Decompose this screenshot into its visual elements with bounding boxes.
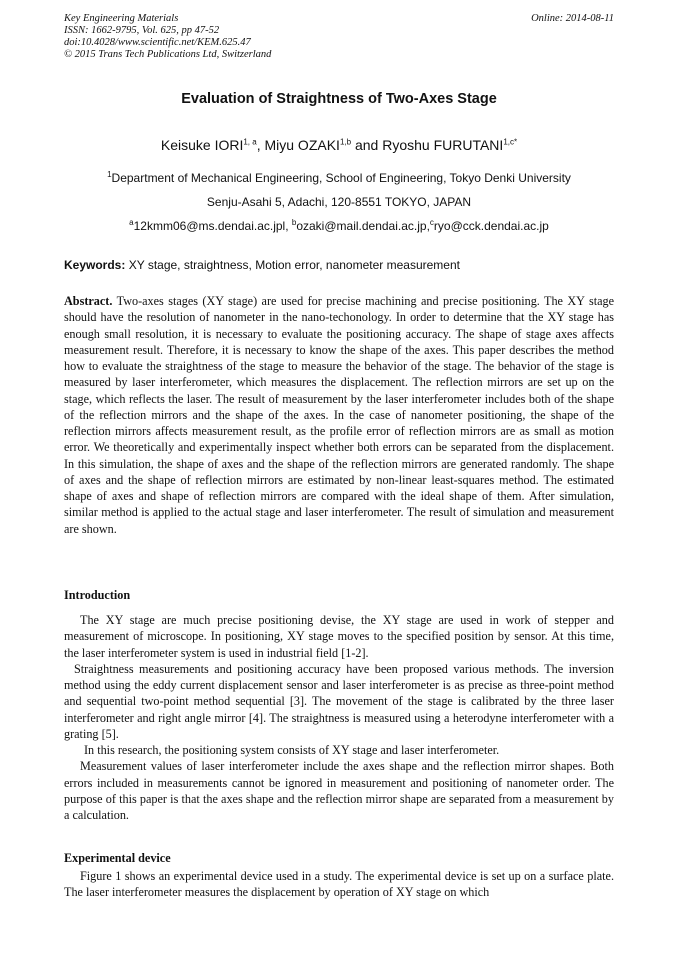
author-name: Keisuke IORI <box>160 137 244 153</box>
email-mark: c <box>429 218 434 227</box>
author-emails <box>64 219 614 233</box>
experimental-heading: Experimental device <box>64 851 171 865</box>
author-separator: and <box>351 137 383 153</box>
author-separator: , <box>256 137 265 153</box>
intro-paragraph: The XY stage are much precise positioning devise, the XY stage are used in work of stepper and measurement of microscope. In positioning, XY stage moves to the specified position by sensor. At this time, the laser interferometer system is used in industrial field [1-2]. <box>64 613 614 660</box>
author-affiliation-mark: 1, a <box>243 137 257 147</box>
department-text: Department of Mechanical Engineering, School of Engineering, Tokyo Denki University <box>111 171 571 185</box>
keywords-line <box>64 258 624 272</box>
experimental-paragraph: Figure 1 shows an experimental device used in a study. The experimental device is set up on a surface plate. The laser interferometer measures the displacement by operation of XY stage on which <box>64 869 614 900</box>
author-name: Ryoshu FURUTANI <box>382 137 504 153</box>
abstract-label: Abstract. <box>64 294 113 308</box>
introduction-body <box>64 612 614 823</box>
issn-line: ISSN: 1662-9795, Vol. 625, pp 47-52 <box>64 25 220 36</box>
author-list <box>64 137 614 153</box>
experimental-body <box>64 868 614 901</box>
introduction-heading: Introduction <box>64 588 131 602</box>
affiliation-address: Senju-Asahi 5, Adachi, 120-8551 TOKYO, JAPAN <box>206 195 472 209</box>
keywords-label: Keywords: <box>64 258 126 272</box>
journal-name: Key Engineering Materials <box>64 13 179 24</box>
intro-paragraph: In this research, the positioning system consists of XY stage and laser interferometer. <box>84 743 500 757</box>
abstract-paragraph <box>64 293 614 537</box>
keywords-text: XY stage, straightness, Motion error, nanometer measurement <box>125 258 460 272</box>
intro-paragraph: Measurement values of laser interferometer include the axes shape and the reflection mirror shapes. Both errors included in measurements cannot be ignored in measurement and positioning of nanometer order. The purpose of this paper is that the axes shape and the reflection mirror shape are separated from a measurement by a calculation. <box>64 759 614 822</box>
author-affiliation-mark: 1,c* <box>503 137 518 147</box>
paper-title: Evaluation of Straightness of Two-Axes Stage <box>181 91 497 107</box>
email-mark: a <box>129 218 134 227</box>
email-link[interactable]: ozaki@mail.dendai.ac.jp, <box>296 219 430 233</box>
online-date: Online: 2014-08-11 <box>531 13 614 24</box>
journal-header <box>64 13 271 61</box>
intro-paragraph: Straightness measurements and positioning accuracy have been proposed various methods. The inversion method using the eddy current displacement sensor and laser interferometer is as precise as three-point method and sequential two-point method sequential [3]. The movement of the stage is calibrated by the three laser interferometer and right angle mirror [4]. The straightness is measured using a heterodyne interferometer with a grating [5]. <box>64 661 614 741</box>
doi-line[interactable]: doi:10.4028/www.scientific.net/KEM.625.47 <box>64 37 251 48</box>
email-link[interactable]: ryo@cck.dendai.ac.jp <box>433 219 549 233</box>
email-link[interactable]: 12kmm06@ms.dendai.ac.jpl, <box>133 219 292 233</box>
author-affiliation-mark: 1,b <box>339 137 352 147</box>
author-name: Miyu OZAKI <box>264 137 340 153</box>
copyright-line: © 2015 Trans Tech Publications Ltd, Switzerland <box>64 49 272 60</box>
affiliation-department <box>64 171 614 185</box>
email-mark: b <box>291 218 297 227</box>
abstract-text: Two-axes stages (XY stage) are used for precise machining and precise positioning. The XY stage should have the resolution of nanometer in the nano-techonology. In order to determine that the XY stage has enough small resolution, it is necessary to evaluate the positioning accuracy. The shape of stage axes affects measurement result. Therefore, it is necessary to know the shape of the axes. This paper describes the method how to evaluate the straightness of the stage to measure the behavior of the stage. The behavior of the stage is measured by laser interferometer, which measures the displacement. The reflection mirrors are set up on the stage, which reflects the laser. The result of measurement by the laser interferometer includes both of the shape of the reflection mirrors and the shape of the axes. In the case of nanometer positioning, the shape of the reflection mirrors affects measurement result, as the profile error of reflection mirrors are as small as motion error. We theoretically and experimentally inspect whether both errors can be separated from the displacement. In this simulation, the shape of axes and the shape of the reflection mirrors are generated randomly. The shape of axes and the shape of reflection mirrors are estimated by non-linear least-squares method. The estimated shape of axes and shape of reflection mirrors are compared with the ideal shape of them. After simulation, similar method is applied to the actual stage and laser interferometer. The result of simulation and measurement are shown. <box>64 294 614 536</box>
affiliation-mark: 1 <box>107 170 112 179</box>
